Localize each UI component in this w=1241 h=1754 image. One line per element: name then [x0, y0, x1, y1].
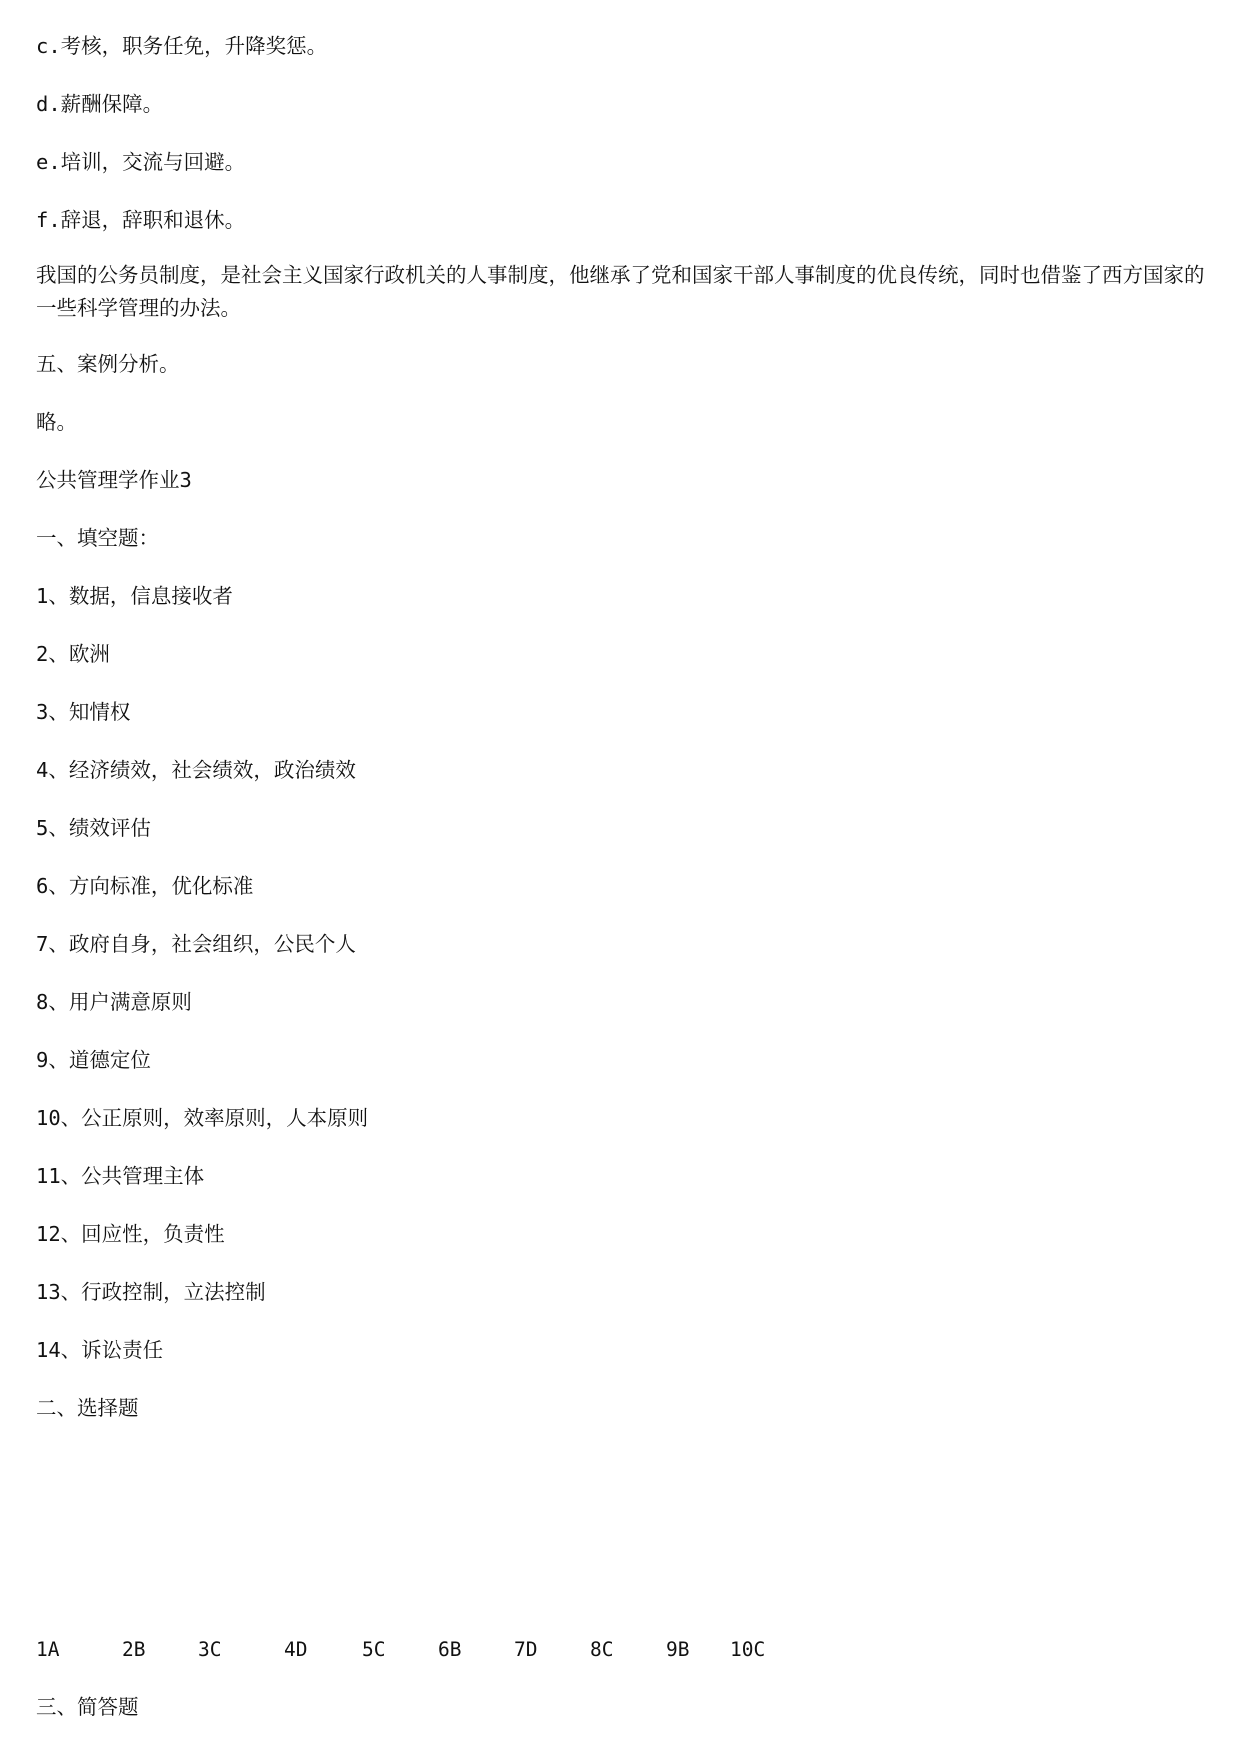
document-page — [36, 0, 1206, 1754]
fill-in-answer: 11、公共管理主体 — [36, 1164, 205, 1188]
section-five-heading: 五、案例分析。 — [36, 352, 180, 376]
multiple-choice-heading: 二、选择题 — [36, 1396, 139, 1420]
item-c: c.考核，职务任免，升降奖惩。 — [36, 34, 328, 58]
fill-in-answer: 9、道德定位 — [36, 1048, 151, 1072]
item-f: f.辞退，辞职和退休。 — [36, 208, 246, 232]
fill-in-answer: 6、方向标准，优化标准 — [36, 874, 254, 898]
fill-in-answer: 4、经济绩效，社会绩效，政治绩效 — [36, 758, 356, 782]
fill-in-heading: 一、填空题： — [36, 526, 159, 550]
fill-in-answer: 13、行政控制，立法控制 — [36, 1280, 266, 1304]
choice-answer: 10C — [730, 1638, 766, 1661]
section-five-body: 略。 — [36, 410, 77, 434]
choice-answer: 7D — [514, 1638, 538, 1661]
summary-paragraph: 我国的公务员制度，是社会主义国家行政机关的人事制度，他继承了党和国家干部人事制度的优良传统，同时也借鉴了西方国家的一些科学管理的办法。 — [36, 263, 1205, 320]
assignment-title: 公共管理学作业3 — [36, 468, 192, 492]
fill-in-answer: 12、回应性，负责性 — [36, 1222, 225, 1246]
choice-answer: 1A — [36, 1638, 60, 1661]
choice-answer: 9B — [666, 1638, 690, 1661]
choice-answer: 4D — [284, 1638, 308, 1661]
fill-in-answer: 8、用户满意原则 — [36, 990, 192, 1014]
fill-in-answer: 1、数据，信息接收者 — [36, 584, 233, 608]
choice-answer: 2B — [122, 1638, 146, 1661]
multiple-choice-answers — [36, 1633, 796, 1666]
fill-in-answer: 10、公正原则，效率原则，人本原则 — [36, 1106, 369, 1130]
fill-in-answer: 3、知情权 — [36, 700, 131, 724]
choice-answer: 5C — [362, 1638, 386, 1661]
short-answer-heading: 三、简答题 — [36, 1695, 139, 1719]
fill-in-answer: 14、诉讼责任 — [36, 1338, 164, 1362]
item-e: e.培训，交流与回避。 — [36, 150, 246, 174]
fill-in-answer: 5、绩效评估 — [36, 816, 151, 840]
choice-answer: 8C — [590, 1638, 614, 1661]
fill-in-answer: 7、政府自身，社会组织，公民个人 — [36, 932, 356, 956]
item-d: d.薪酬保障。 — [36, 92, 164, 116]
fill-in-answer: 2、欧洲 — [36, 642, 110, 666]
choice-answer: 3C — [198, 1638, 222, 1661]
choice-answer: 6B — [438, 1638, 462, 1661]
